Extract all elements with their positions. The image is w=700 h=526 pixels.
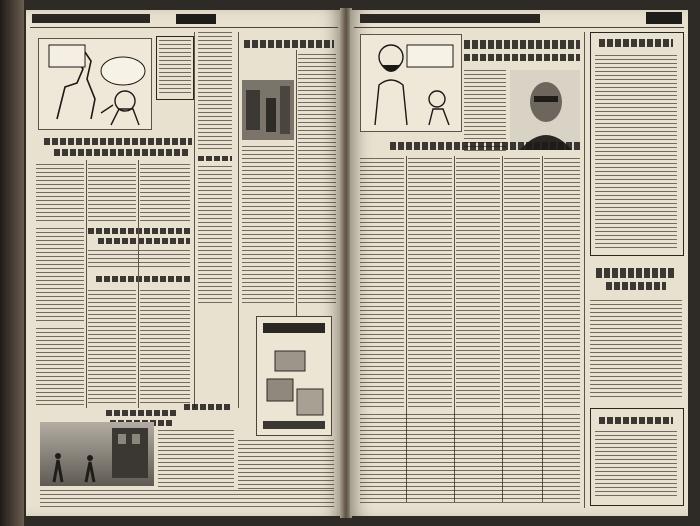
left-headline-2-line-2 bbox=[98, 238, 190, 244]
right-box-2-headline bbox=[596, 268, 676, 278]
right-page-folio-bar bbox=[360, 14, 540, 23]
left-narrow-col-2 bbox=[198, 166, 232, 306]
left-cartoon-drawing bbox=[39, 39, 151, 129]
left-text-col-5 bbox=[88, 250, 190, 270]
left-col-rule-5 bbox=[238, 32, 239, 408]
left-photo-1-image bbox=[242, 80, 294, 140]
left-top-rule bbox=[30, 27, 338, 28]
right-boxed-column bbox=[590, 32, 684, 256]
left-headline-3 bbox=[96, 276, 190, 282]
left-photo-2 bbox=[40, 422, 154, 486]
right-sub-headline bbox=[464, 54, 580, 61]
left-col-rule-2 bbox=[138, 160, 139, 408]
right-box-title bbox=[599, 39, 673, 47]
right-lower-text bbox=[360, 414, 580, 504]
right-feature-headline bbox=[390, 142, 580, 150]
right-bottom-box bbox=[590, 408, 684, 506]
right-bottom-box-title bbox=[599, 417, 673, 424]
right-col-rule-5 bbox=[584, 32, 585, 508]
left-advertisement bbox=[256, 316, 332, 436]
left-text-col-9 bbox=[298, 54, 336, 304]
left-headline-4 bbox=[198, 156, 232, 161]
right-text-col-6 bbox=[544, 158, 580, 408]
left-narrow-col-1 bbox=[198, 32, 232, 152]
right-text-col-1 bbox=[464, 70, 506, 152]
left-text-col-8 bbox=[36, 328, 84, 406]
right-portrait-photo bbox=[510, 70, 580, 150]
left-headline-5 bbox=[244, 40, 334, 48]
left-col-rule-3 bbox=[194, 32, 195, 408]
left-headline-6 bbox=[106, 410, 176, 416]
right-box-text bbox=[595, 55, 677, 249]
left-photo-2-image bbox=[40, 422, 154, 486]
right-main-headline bbox=[464, 40, 580, 49]
left-section-label bbox=[176, 14, 216, 24]
left-headline-7 bbox=[184, 404, 232, 410]
right-text-col-7 bbox=[590, 300, 682, 400]
right-text-col-4 bbox=[456, 158, 500, 408]
book-spine bbox=[0, 0, 24, 526]
left-photo-1 bbox=[242, 80, 294, 140]
left-text-col-6 bbox=[88, 290, 136, 406]
right-portrait-image bbox=[510, 70, 580, 150]
left-text-col-10 bbox=[242, 146, 294, 306]
left-col-rule-1 bbox=[86, 160, 87, 408]
left-headline-1 bbox=[44, 138, 192, 145]
right-top-rule bbox=[354, 27, 684, 28]
left-page-folio-bar bbox=[32, 14, 150, 23]
left-headline-1-line-2 bbox=[54, 149, 188, 156]
left-caption-strip bbox=[40, 490, 334, 508]
left-headline-2 bbox=[88, 228, 190, 234]
right-cartoon bbox=[360, 34, 462, 132]
right-page bbox=[350, 10, 688, 516]
left-text-col-1 bbox=[36, 164, 84, 222]
left-side-box bbox=[156, 36, 194, 100]
right-text-col-3 bbox=[408, 158, 452, 408]
left-text-col-7 bbox=[140, 290, 190, 406]
right-text-col-2 bbox=[360, 158, 404, 408]
right-text-col-5 bbox=[504, 158, 540, 408]
left-ad-illustration bbox=[257, 317, 331, 435]
right-cartoon-drawing bbox=[361, 35, 461, 131]
left-text-col-4 bbox=[36, 228, 84, 322]
left-text-col-3 bbox=[140, 164, 190, 222]
right-bottom-box-text bbox=[595, 431, 677, 499]
right-box-2-headline-line-2 bbox=[606, 282, 666, 290]
left-text-col-12 bbox=[238, 440, 334, 490]
left-text-col-2 bbox=[88, 164, 136, 222]
right-masthead-label bbox=[646, 12, 682, 24]
left-cartoon bbox=[38, 38, 152, 130]
left-text-col-11 bbox=[158, 430, 234, 490]
left-page bbox=[26, 10, 342, 516]
